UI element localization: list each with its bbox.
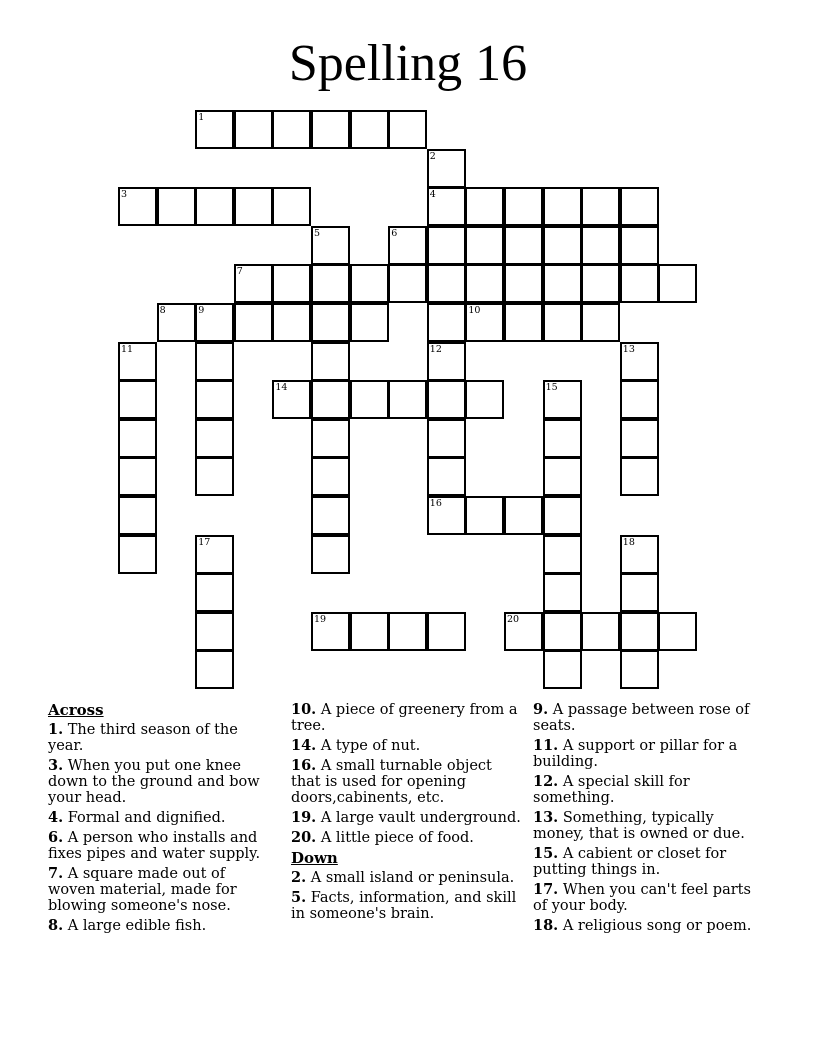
grid-cell[interactable] [543,187,582,226]
grid-cell[interactable] [350,380,389,419]
grid-cell[interactable] [195,419,234,458]
grid-cell[interactable] [543,264,582,303]
clue-item-number: 12. [533,773,559,790]
grid-cell[interactable] [311,380,350,419]
grid-cell[interactable] [504,612,543,651]
grid-cell[interactable] [543,650,582,689]
grid-cell[interactable] [311,264,350,303]
clue-item [533,918,768,934]
clue-number: 8 [159,305,166,316]
grid-cell[interactable] [504,264,543,303]
grid-cell[interactable] [427,419,466,458]
clue-item [291,870,521,886]
clue-number: 16 [429,498,442,509]
clue-item-number: 10. [291,701,317,718]
grid-cell[interactable] [581,612,620,651]
clue-item-text: Formal and dignified. [63,810,226,826]
grid-cell[interactable] [195,342,234,381]
grid-cell[interactable] [195,457,234,496]
grid-cell[interactable] [658,264,697,303]
clue-number: 15 [545,382,558,394]
clue-item [291,758,521,806]
grid-cell[interactable] [427,342,466,381]
clue-item-text: A piece of greenery from a tree. [291,702,518,734]
grid-cell[interactable] [620,264,659,303]
grid-cell[interactable] [543,457,582,496]
clue-item-text: A religious song or poem. [558,918,752,934]
clue-item-text: When you put one knee down to the ground and bow your head. [48,758,260,806]
grid-cell[interactable] [465,303,504,342]
clue-number: 6 [391,227,398,239]
grid-cell[interactable] [234,264,273,303]
grid-cell[interactable] [272,110,311,149]
grid-cell[interactable] [504,226,543,265]
clue-item-text: When you can't feel parts of your body. [533,882,751,914]
clue-number: 3 [121,189,128,201]
clue-item-text: Something, typically money, that is owned or due. [533,810,745,842]
clue-item-number: 20. [291,829,317,846]
clue-item-number: 13. [533,809,559,826]
grid-cell[interactable] [118,457,157,496]
clue-number: 14 [275,382,288,394]
grid-cell[interactable] [118,496,157,535]
clue-number: 9 [198,305,205,316]
clue-item-text: A passage between rose of seats. [533,702,750,734]
clue-item [533,810,768,842]
grid-cell[interactable] [504,303,543,342]
grid-cell[interactable] [311,110,350,149]
clue-item-number: 1. [48,721,64,738]
grid-cell[interactable] [157,187,196,226]
grid-cell[interactable] [543,419,582,458]
grid-cell[interactable] [620,380,659,419]
clues-column-1 [48,702,273,938]
grid-cell[interactable] [427,457,466,496]
grid-cell[interactable] [620,650,659,689]
clue-number: 17 [198,536,211,548]
clue-item [291,702,521,734]
grid-cell[interactable] [350,110,389,149]
clue-item [291,830,521,846]
clue-item [533,702,768,734]
grid-cell[interactable] [620,457,659,496]
grid-cell[interactable] [504,496,543,535]
grid-cell[interactable] [350,612,389,651]
clue-item [48,830,273,862]
clue-item [533,846,768,878]
grid-cell[interactable] [234,110,273,149]
clue-item-text: A cabient or closet for putting things in. [533,846,727,878]
grid-cell[interactable] [311,612,350,651]
grid-cell[interactable] [427,303,466,342]
clue-number: 1 [198,112,205,123]
grid-cell[interactable] [388,110,427,149]
grid-cell[interactable] [195,573,234,612]
grid-cell[interactable] [195,303,234,342]
page-title: Spelling 16 [288,35,528,92]
grid-cell[interactable] [311,342,350,381]
grid-cell[interactable] [620,187,659,226]
grid-cell[interactable] [620,573,659,612]
down-heading: Down [291,849,338,867]
clue-item-text: A square made out of woven material, made for blowing someone's nose. [48,866,237,914]
clue-item [48,918,273,934]
clue-item-number: 15. [533,845,559,862]
clue-item-text: A person who installs and fixes pipes and water supply. [48,830,261,862]
grid-cell[interactable] [157,303,196,342]
clue-item-number: 5. [291,889,307,906]
clue-item-number: 17. [533,881,559,898]
clue-item [48,722,273,754]
grid-cell[interactable] [581,187,620,226]
grid-cell[interactable] [388,612,427,651]
grid-cell[interactable] [195,535,234,574]
grid-cell[interactable] [504,187,543,226]
grid-cell[interactable] [311,496,350,535]
clue-number: 19 [314,613,327,625]
grid-cell[interactable] [311,303,350,342]
grid-cell[interactable] [195,110,234,149]
grid-cell[interactable] [581,264,620,303]
grid-cell[interactable] [543,226,582,265]
grid-cell[interactable] [427,226,466,265]
grid-cell[interactable] [543,612,582,651]
clue-item [48,758,273,806]
grid-cell[interactable] [465,187,504,226]
grid-cell[interactable] [620,612,659,651]
grid-cell[interactable] [581,226,620,265]
grid-cell[interactable] [465,380,504,419]
grid-cell[interactable] [427,149,466,188]
clue-number: 2 [429,150,436,162]
grid-cell[interactable] [311,457,350,496]
clue-item-number: 18. [533,917,559,934]
clue-item [48,810,273,826]
grid-cell[interactable] [388,380,427,419]
clue-item [291,890,521,922]
clue-item [48,866,273,914]
grid-cell[interactable] [427,187,466,226]
grid-cell[interactable] [427,380,466,419]
grid-cell[interactable] [195,650,234,689]
clue-item-text: A type of nut. [316,738,421,754]
grid-cell[interactable] [118,342,157,381]
clue-number: 20 [507,613,520,625]
across-heading: Across [48,701,104,719]
clue-number: 4 [429,189,436,201]
grid-cell[interactable] [543,573,582,612]
clue-item-text: A large vault underground. [316,810,521,826]
grid-cell[interactable] [234,187,273,226]
clue-item-number: 3. [48,757,64,774]
clue-item-number: 16. [291,757,317,774]
grid-cell[interactable] [234,303,273,342]
grid-cell[interactable] [465,264,504,303]
clue-item-number: 4. [48,809,64,826]
clue-item-number: 11. [533,737,559,754]
grid-cell[interactable] [350,264,389,303]
grid-cell[interactable] [543,380,582,419]
clue-item-number: 8. [48,917,64,934]
grid-cell[interactable] [311,535,350,574]
clue-item-number: 19. [291,809,317,826]
grid-cell[interactable] [272,303,311,342]
grid-cell[interactable] [620,419,659,458]
clue-item-text: A support or pillar for a building. [533,738,738,770]
clue-number: 13 [622,343,635,355]
clue-item [533,774,768,806]
grid-cell[interactable] [620,535,659,574]
grid-cell[interactable] [543,535,582,574]
grid-cell[interactable] [658,612,697,651]
grid-cell[interactable] [311,419,350,458]
grid-cell[interactable] [311,226,350,265]
grid-cell[interactable] [388,264,427,303]
clue-item-number: 14. [291,737,317,754]
grid-cell[interactable] [118,187,157,226]
clue-item-text: The third season of the year. [48,722,238,754]
grid-cell[interactable] [118,419,157,458]
clue-item [291,738,521,754]
clue-item [291,810,521,826]
clues-column-2 [291,702,521,926]
clue-number: 7 [236,266,243,278]
clue-number: 5 [314,227,321,239]
grid-cell[interactable] [195,187,234,226]
clue-item [533,882,768,914]
clue-item-number: 2. [291,869,307,886]
grid-cell[interactable] [543,303,582,342]
clue-number: 11 [121,343,134,355]
grid-cell[interactable] [427,496,466,535]
clue-item-number: 7. [48,865,64,882]
grid-cell[interactable] [272,264,311,303]
clue-item-text: A small turnable object that is used for opening doors,cabinents, etc. [291,758,492,806]
grid-cell[interactable] [195,612,234,651]
clue-item-number: 9. [533,701,549,718]
clue-item [533,738,768,770]
grid-cell[interactable] [118,380,157,419]
grid-cell[interactable] [427,612,466,651]
grid-cell[interactable] [465,226,504,265]
grid-cell[interactable] [465,496,504,535]
grid-cell[interactable] [620,342,659,381]
clue-item-text: A special skill for something. [533,774,690,806]
grid-cell[interactable] [272,380,311,419]
grid-cell[interactable] [581,303,620,342]
clues-column-3 [533,702,768,938]
clue-item-text: A little piece of food. [316,830,474,846]
grid-cell[interactable] [388,226,427,265]
clue-item-text: A small island or peninsula. [306,870,515,886]
grid-cell[interactable] [118,535,157,574]
clue-item-number: 6. [48,829,64,846]
clue-number: 18 [622,536,635,548]
grid-cell[interactable] [427,264,466,303]
grid-cell[interactable] [350,303,389,342]
grid-cell[interactable] [272,187,311,226]
grid-cell[interactable] [195,380,234,419]
grid-cell[interactable] [620,226,659,265]
clue-number: 12 [429,343,442,355]
clue-item-text: A large edible fish. [63,918,207,934]
clue-item-text: Facts, information, and skill in someone's brain. [291,890,517,922]
clue-number: 10 [468,305,481,316]
grid-cell[interactable] [543,496,582,535]
